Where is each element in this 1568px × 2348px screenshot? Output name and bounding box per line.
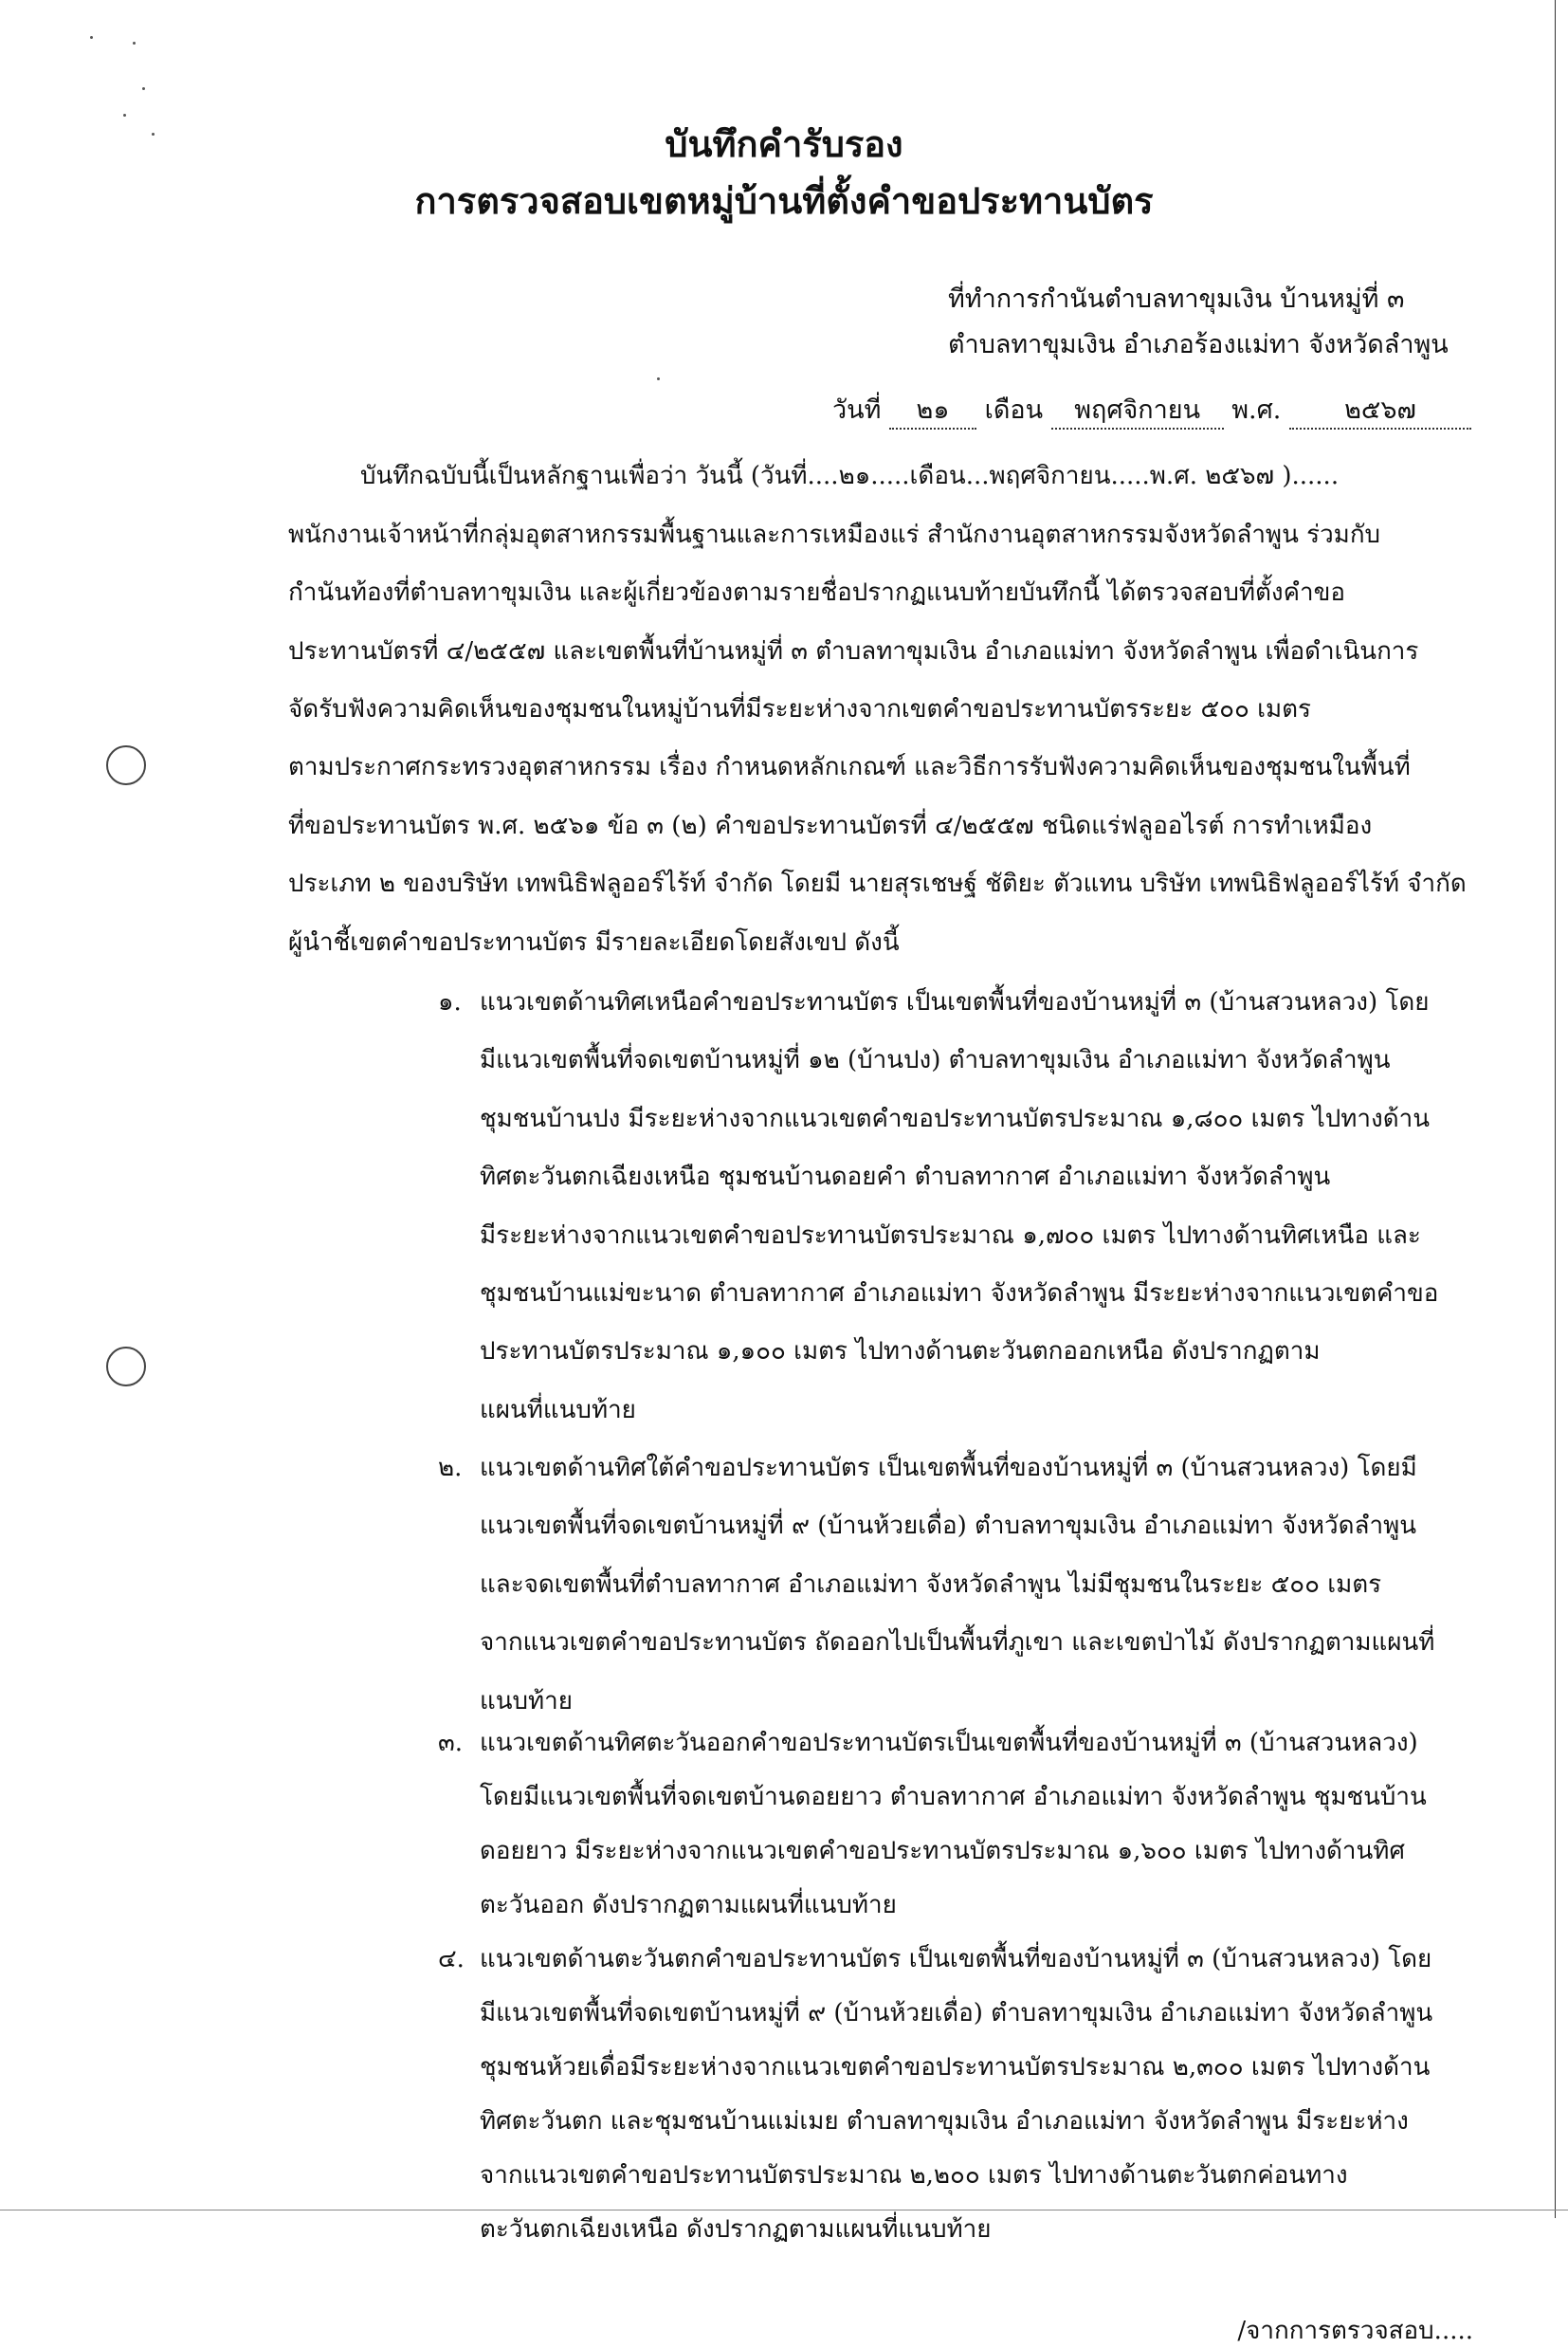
item-number: ๑. bbox=[438, 988, 462, 1017]
body-line: ประเภท ๒ ของบริษัท เทพนิธิฟลูออร์ไร้ท์ จำกัด โดยมี นายสุรเชษฐ์ ชัติยะ ตัวแทน บริษัท เทพนิธิฟลูออร์ไร้ท์ จำกัด bbox=[288, 870, 1467, 898]
item-number: ๓. bbox=[438, 1729, 464, 1757]
item-line: แนวเขตด้านทิศตะวันออกคำขอประทานบัตรเป็นเขตพื้นที่ของบ้านหมู่ที่ ๓ (บ้านสวนหลวง) bbox=[480, 1729, 1418, 1757]
scan-edge bbox=[1555, 0, 1556, 2218]
item-line: ทิศตะวันตก และชุมชนบ้านแม่เมย ตำบลทาขุมเงิน อำเภอแม่ทา จังหวัดลำพูน มีระยะห่าง bbox=[480, 2107, 1409, 2136]
punch-hole-bottom bbox=[106, 1347, 146, 1386]
body-first-line: บันทึกฉบับนี้เป็นหลักฐานเพื่อว่า วันนี้ (วันที่....๒๑.....เดือน...พฤศจิกายน.....พ.ศ. ๒๕๖๗ )...... bbox=[360, 462, 1340, 490]
date-day: ๒๑ bbox=[889, 394, 976, 430]
scan-speck bbox=[133, 42, 136, 45]
body-line: จัดรับฟังความคิดเห็นของชุมชนในหมู่บ้านที่มีระยะห่างจากเขตคำขอประทานบัตรระยะ ๕๐๐ เมตร bbox=[288, 695, 1311, 724]
item-line: แนวเขตพื้นที่จดเขตบ้านหมู่ที่ ๙ (บ้านห้วยเดื่อ) ตำบลทาขุมเงิน อำเภอแม่ทา จังหวัดลำพูน bbox=[480, 1512, 1416, 1540]
item-line: แนวเขตด้านทิศเหนือคำขอประทานบัตร เป็นเขตพื้นที่ของบ้านหมู่ที่ ๓ (บ้านสวนหลวง) โดย bbox=[480, 988, 1430, 1017]
date-month: พฤศจิกายน bbox=[1051, 394, 1224, 430]
address-line: ที่ทำการกำนันตำบลทาขุมเงิน บ้านหมู่ที่ ๓ bbox=[948, 284, 1405, 314]
item-line: มีแนวเขตพื้นที่จดเขตบ้านหมู่ที่ ๙ (บ้านห้วยเดื่อ) ตำบลทาขุมเงิน อำเภอแม่ทา จังหวัดลำพูน bbox=[480, 1999, 1433, 2027]
body-line: ผู้นำชี้เขตคำขอประทานบัตร มีรายละเอียดโดยสังเขป ดังนี้ bbox=[288, 928, 900, 957]
item-line: แนบท้าย bbox=[480, 1687, 574, 1715]
item-line: มีแนวเขตพื้นที่จดเขตบ้านหมู่ที่ ๑๒ (บ้านปง) ตำบลทาขุมเงิน อำเภอแม่ทา จังหวัดลำพูน bbox=[480, 1046, 1391, 1074]
body-line: พนักงานเจ้าหน้าที่กลุ่มอุตสาหกรรมพื้นฐานและการเหมืองแร่ สำนักงานอุตสาหกรรมจังหวัดลำพูน ร่วมกับ bbox=[288, 521, 1381, 549]
item-number: ๒. bbox=[438, 1454, 463, 1482]
document-subtitle: การตรวจสอบเขตหมู่บ้านที่ตั้งคำขอประทานบัตร bbox=[414, 179, 1154, 222]
item-line: ชุมชนบ้านปง มีระยะห่างจากแนวเขตคำขอประทานบัตรประมาณ ๑,๘๐๐ เมตร ไปทางด้าน bbox=[480, 1105, 1430, 1133]
scan-speck bbox=[657, 377, 660, 380]
date-year-label: พ.ศ. bbox=[1231, 395, 1282, 425]
item-line: ดอยยาว มีระยะห่างจากแนวเขตคำขอประทานบัตรประมาณ ๑,๖๐๐ เมตร ไปทางด้านทิศ bbox=[480, 1837, 1405, 1865]
body-line: ตามประกาศกระทรวงอุตสาหกรรม เรื่อง กำหนดหลักเกณฑ์ และวิธีการรับฟังความคิดเห็นของชุมชนในพื้นที่ bbox=[288, 753, 1411, 781]
item-line: โดยมีแนวเขตพื้นที่จดเขตบ้านดอยยาว ตำบลทากาศ อำเภอแม่ทา จังหวัดลำพูน ชุมชนบ้าน bbox=[480, 1783, 1427, 1811]
item-line: ชุมชนห้วยเดื่อมีระยะห่างจากแนวเขตคำขอประทานบัตรประมาณ ๒,๓๐๐ เมตร ไปทางด้าน bbox=[480, 2053, 1431, 2082]
item-line: ทิศตะวันตกเฉียงเหนือ ชุมชนบ้านดอยคำ ตำบลทากาศ อำเภอแม่ทา จังหวัดลำพูน bbox=[480, 1163, 1331, 1191]
item-line: จากแนวเขตคำขอประทานบัตร ถัดออกไปเป็นพื้นที่ภูเขา และเขตป่าไม้ ดังปรากฏตามแผนที่ bbox=[480, 1628, 1435, 1657]
item-line: แนวเขตด้านตะวันตกคำขอประทานบัตร เป็นเขตพื้นที่ของบ้านหมู่ที่ ๓ (บ้านสวนหลวง) โดย bbox=[480, 1945, 1432, 1973]
date-year: ๒๕๖๗ bbox=[1289, 394, 1471, 430]
item-line: ชุมชนบ้านแม่ขะนาด ตำบลทากาศ อำเภอแม่ทา จังหวัดลำพูน มีระยะห่างจากแนวเขตคำขอ bbox=[480, 1279, 1439, 1308]
item-line: แผนที่แนบท้าย bbox=[480, 1396, 636, 1424]
scan-speck bbox=[142, 87, 145, 90]
item-line: ตะวันตกเฉียงเหนือ ดังปรากฏตามแผนที่แนบท้าย bbox=[480, 2215, 992, 2244]
date-day-label: วันที่ bbox=[832, 395, 882, 425]
body-line: ที่ขอประทานบัตร พ.ศ. ๒๕๖๑ ข้อ ๓ (๒) คำขอประทานบัตรที่ ๔/๒๕๕๗ ชนิดแร่ฟลูออไรต์ การทำเหมือง bbox=[288, 812, 1373, 840]
scan-speck bbox=[90, 36, 93, 39]
item-line: ตะวันออก ดังปรากฏตามแผนที่แนบท้าย bbox=[480, 1891, 897, 1919]
item-line: จากแนวเขตคำขอประทานบัตรประมาณ ๒,๒๐๐ เมตร ไปทางด้านตะวันตกค่อนทาง bbox=[480, 2161, 1348, 2190]
item-line: และจดเขตพื้นที่ตำบลทากาศ อำเภอแม่ทา จังหวัดลำพูน ไม่มีชุมชนในระยะ ๕๐๐ เมตร bbox=[480, 1570, 1382, 1599]
item-line: ประทานบัตรประมาณ ๑,๑๐๐ เมตร ไปทางด้านตะวันตกออกเหนือ ดังปรากฏตาม bbox=[480, 1337, 1321, 1366]
address-line: ตำบลทาขุมเงิน อำเภอร้องแม่ทา จังหวัดลำพูน bbox=[948, 330, 1449, 359]
body-line: กำนันท้องที่ตำบลทาขุมเงิน และผู้เกี่ยวข้องตามรายชื่อปรากฏแนบท้ายบันทึกนี้ ได้ตรวจสอบที่ตั้งคำขอ bbox=[288, 578, 1345, 607]
scan-speck bbox=[123, 114, 126, 117]
document-title: บันทึกคำรับรอง bbox=[665, 122, 903, 165]
item-line: แนวเขตด้านทิศใต้คำขอประทานบัตร เป็นเขตพื้นที่ของบ้านหมู่ที่ ๓ (บ้านสวนหลวง) โดยมี bbox=[480, 1454, 1417, 1482]
item-number: ๔. bbox=[438, 1945, 465, 1973]
date-line bbox=[832, 394, 1471, 430]
punch-hole-top bbox=[106, 745, 146, 785]
item-line: มีระยะห่างจากแนวเขตคำขอประทานบัตรประมาณ ๑,๗๐๐ เมตร ไปทางด้านทิศเหนือ และ bbox=[480, 1221, 1421, 1250]
body-line: ประทานบัตรที่ ๔/๒๕๕๗ และเขตพื้นที่บ้านหมู่ที่ ๓ ตำบลทาขุมเงิน อำเภอแม่ทา จังหวัดลำพูน เพื่อดำเนินการ bbox=[288, 637, 1419, 666]
date-month-label: เดือน bbox=[984, 395, 1044, 425]
continuation-note: /จากการตรวจสอบ..... bbox=[1237, 2317, 1473, 2345]
